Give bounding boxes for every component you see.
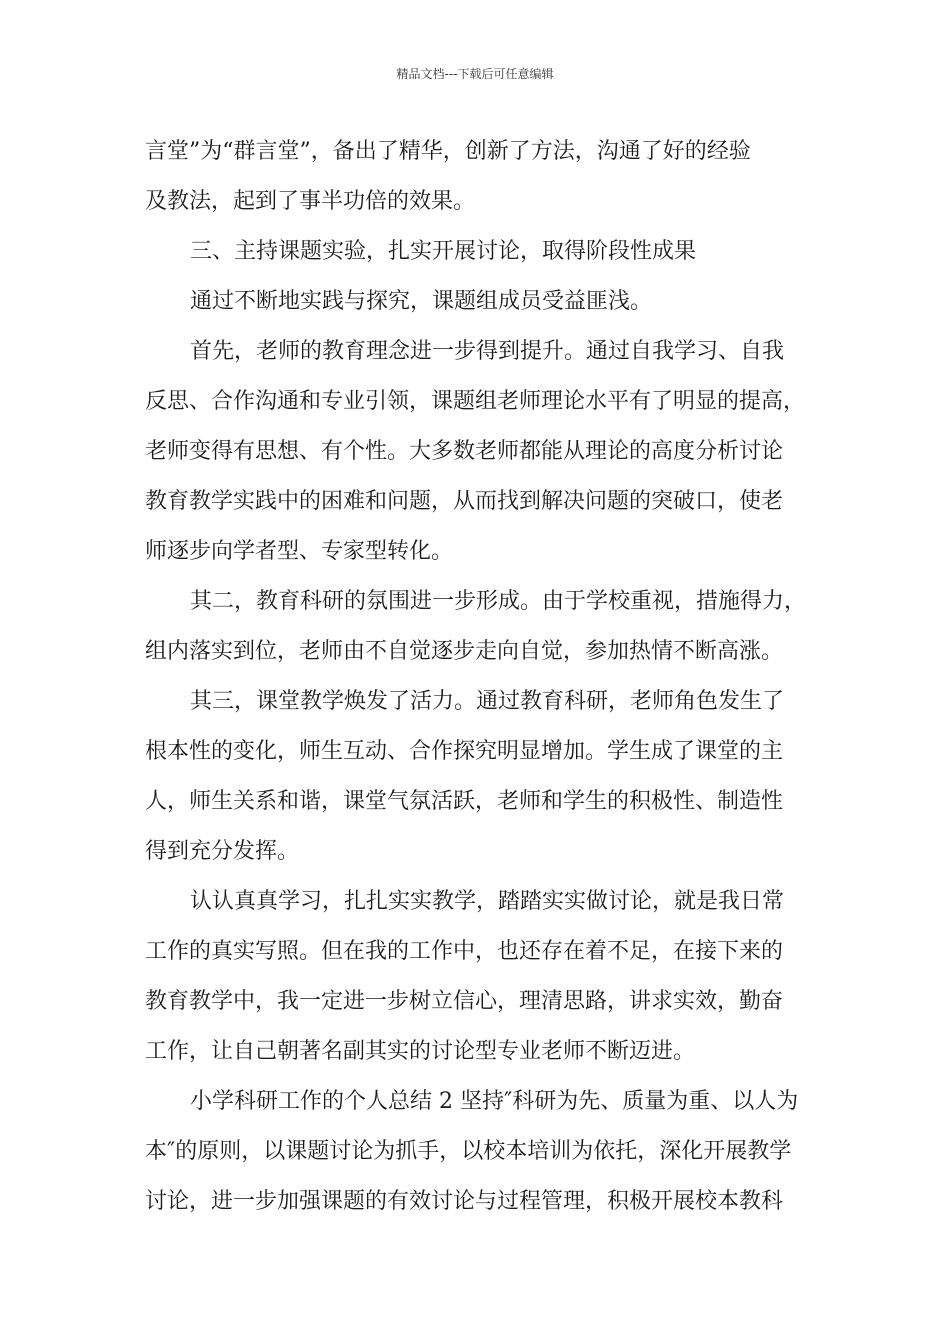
text-line: 教育教学实践中的困难和问题，从而找到解决问题的突破口，使老 (145, 489, 784, 514)
text-line: 首先，老师的教育理念进一步得到提升。通过自我学习、自我 (190, 339, 785, 364)
text-line: 反思、合作沟通和专业引领，课题组老师理论水平有了明显的提高， (145, 389, 806, 414)
text-line: 讨论，进一步加强课题的有效讨论与过程管理，积极开展校本教科 (145, 1189, 784, 1214)
text-line: 言堂”为“群言堂”，备出了精华，创新了方法，沟通了好的经验 (145, 139, 751, 164)
text-line: 工作的真实写照。但在我的工作中，也还存在着不足，在接下来的 (145, 939, 784, 964)
page-header: 精品文档---下载后可任意编辑 (396, 67, 554, 81)
text-line: 其二，教育科研的氛围进一步形成。由于学校重视，措施得力， (190, 589, 807, 614)
text-line: 工作，让自己朝著名副其实的讨论型专业老师不断迈进。 (145, 1039, 696, 1064)
text-line: 其三，课堂教学焕发了活力。通过教育科研，老师角色发生了 (190, 689, 785, 714)
text-line: 认认真真学习，扎扎实实教学，踏踏实实做讨论，就是我日常 (190, 889, 785, 914)
text-line: 得到充分发挥。 (145, 839, 300, 864)
text-line: 师逐步向学者型、专家型转化。 (145, 539, 454, 564)
text-line: 及教法，起到了事半功倍的效果。 (145, 189, 476, 214)
text-line: 根本性的变化，师生互动、合作探究明显增加。学生成了课堂的主 (145, 739, 784, 764)
document-body (145, 127, 815, 1227)
text-line: 本″的原则，以课题讨论为抓手，以校本培训为依托，深化开展教学 (145, 1139, 792, 1164)
text-line: 人，师生关系和谐，课堂气氛活跃，老师和学生的积极性、制造性 (145, 789, 784, 814)
text-line: 通过不断地实践与探究，课题组成员受益匪浅。 (190, 289, 653, 314)
text-line: 教育教学中，我一定进一步树立信心，理清思路，讲求实效，勤奋 (145, 989, 784, 1014)
text-line: 老师变得有思想、有个性。大多数老师都能从理论的高度分析讨论 (145, 439, 784, 464)
section-heading: 三、主持课题实验，扎实开展讨论，取得阶段性成果 (190, 239, 697, 264)
text-line: 小学科研工作的个人总结 2 坚持″科研为先、质量为重、以人为 (190, 1089, 799, 1114)
text-line: 组内落实到位，老师由不自觉逐步走向自觉，参加热情不断高涨。 (145, 639, 784, 664)
